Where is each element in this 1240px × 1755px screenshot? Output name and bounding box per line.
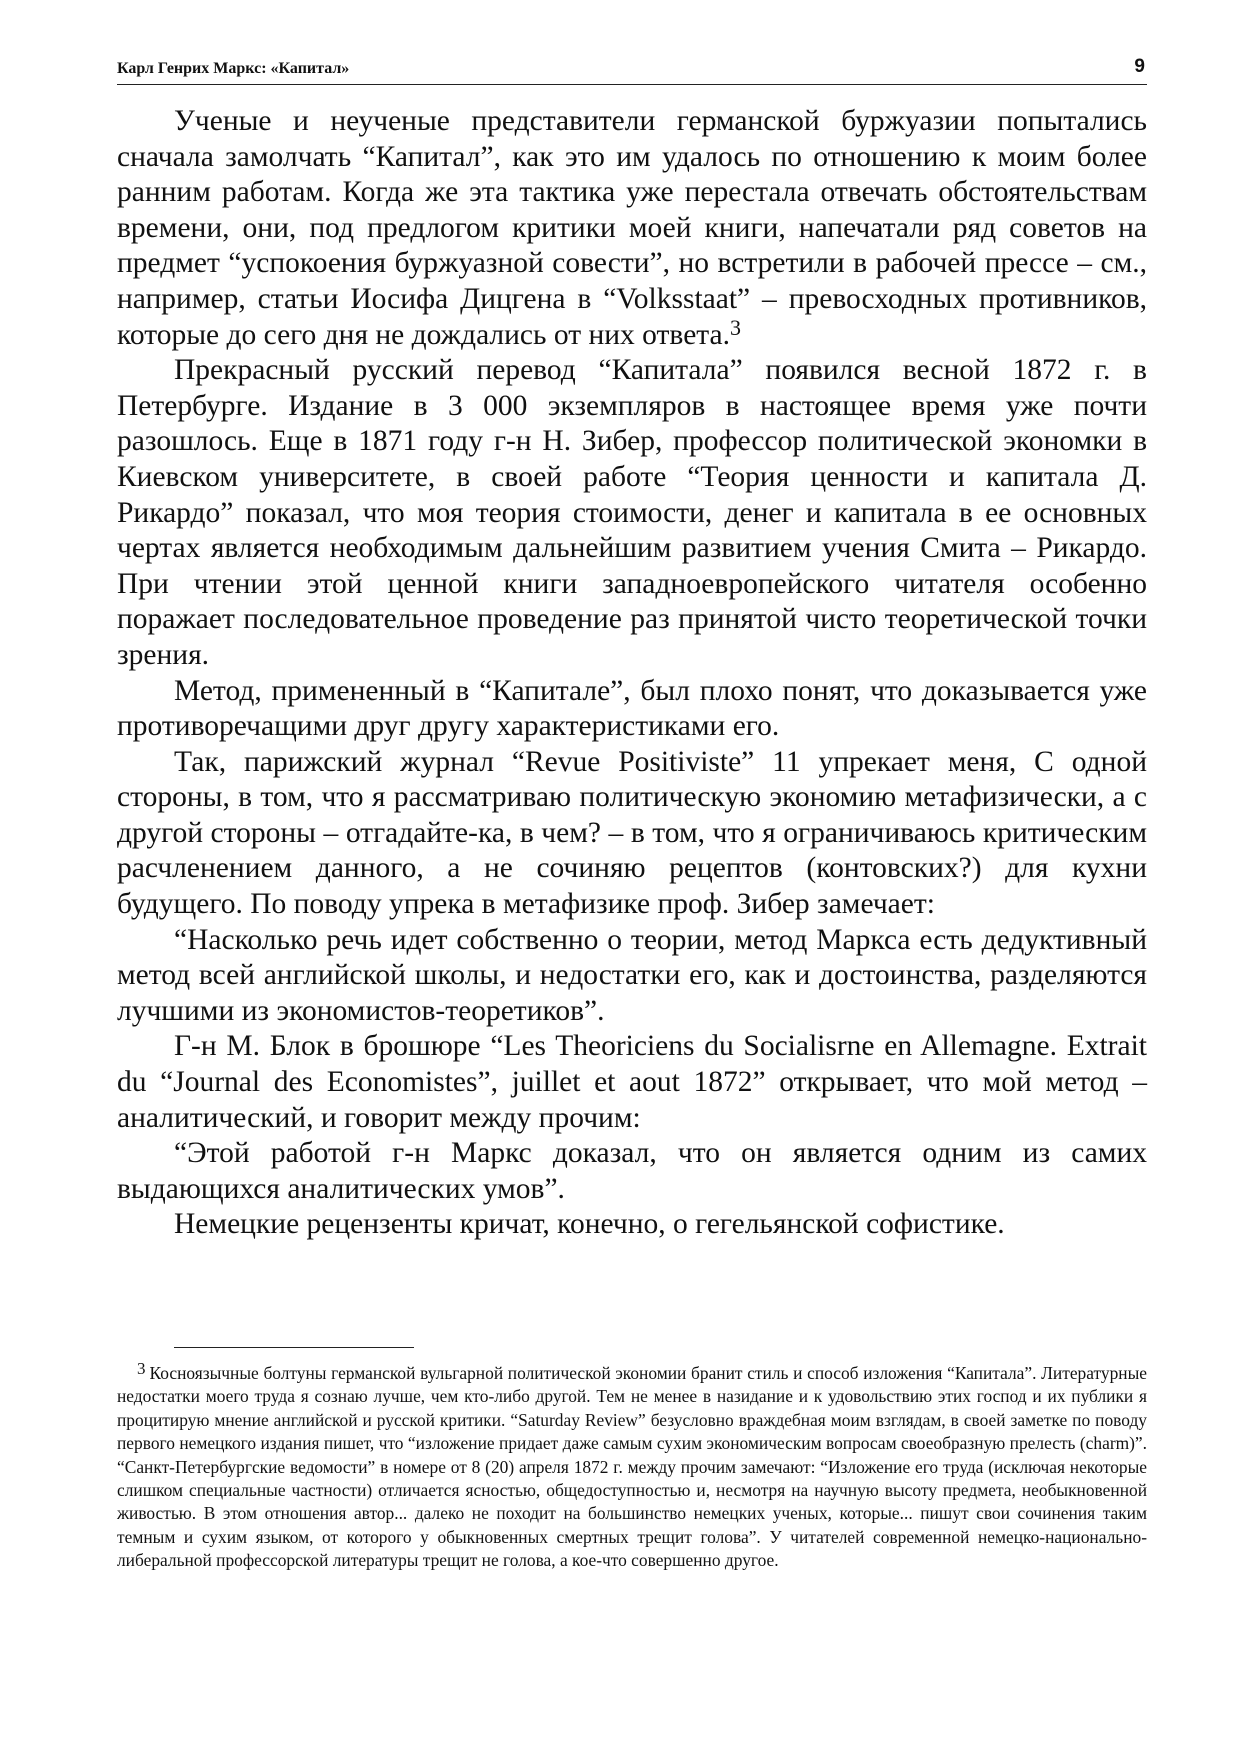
paragraph: Ученые и неученые представители германской буржуазии попытались сначала замолчать “Капитал”, как это им удалось по отношению к моим более ранним работам. Когда же эта тактика уже перестала отвечать обстоятельствам времени, они, под предлогом критики моей книги, напечатали ряд советов на предмет “успокоения буржуазной совести”, но встретили в рабочей прессе – см., например, статьи Иосифа Дицгена в “Volksstaat” – превосходных противников, которые до сего дня не дождались от них ответа.$^3$ (117, 105, 1147, 351)
running-title: Карл Генрих Маркс: «Капитал» (117, 60, 350, 77)
footnote-text: Косноязычные болтуны германской вульгарной политической экономии бранит стиль и способ изложения “Капитала”. Литературные недостатки моего труда я сознаю лучше, чем кто-либо другой. Тем не менее в назидание и к удовольствию этих господ и их публики я процитирую мнение английской и русской критики. “Saturday Review” безусловно враждебная моим взглядам, в своей заметке по поводу первого немецкого издания пишет, что “изложение придает даже самым сухим экономическим вопросам своеобразную прелесть (charm)”. “Санкт-Петербургские ведомости” в номере от 8 (20) апреля 1872 г. между прочим замечают: “Изложение его труда (исключая некоторые слишком специальные частности) отличается ясностью, общедоступностью и, несмотря на научную высоту предмета, необыкновенной живостью. В этом отношения автор... далеко не походит на большинство немецких ученых, которые... пишут свои сочинения таким темным и сухим языком, от которого у обыкновенных смертных трещит голова”. У читателей современной немецко-национально-либеральной профессорской литературы трещит не голова, а кое-что совершенно другое. (117, 1363, 1147, 1571)
page-number: 9 (1134, 56, 1145, 77)
paragraph: Прекрасный русский перевод “Капитала” появился весной 1872 г. в Петербурге. Издание в 3 000 экземпляров в настоящее время уже почти разошлось. Еще в 1871 году г-н Н. Зибер, профессор политической экономки в Киевском университете, в своей работе “Теория ценности и капитала Д. Рикардо” показал, что моя теория стоимости, денег и капитала в ее основных чертах является необходимым дальнейшим развитием учения Смита – Рикардо. При чтении этой ценной книги западноевропейского читателя особенно поражает последовательное проведение раз принятой чисто теоретической точки зрения. (117, 354, 1147, 671)
running-header (117, 56, 1147, 85)
footnote-mark: 3 (137, 1359, 146, 1378)
paragraph: Г-н М. Блок в брошюре “Les Theoriciens du Socialisrne en Allemagne. Extrait du “Journal des Economistes”, juillet et aout 1872” открывает, что мой метод – аналитический, и говорит между прочим: (117, 1030, 1147, 1134)
paragraph: Так, парижский журнал “Revue Positiviste” 11 упрекает меня, С одной стороны, в том, что я рассматриваю политическую экономию метафизически, а с другой стороны – отгадайте-ка, в чем? – в том, что я ограничиваюсь критическим расчленением данного, а не сочиняю рецептов (контовских?) для кухни будущего. По поводу упрека в метафизике проф. Зибер замечает: (117, 745, 1147, 921)
footnote-divider (174, 1347, 414, 1348)
quotation: “Этой работой г-н Маркс доказал, что он является одним из самих выдающихся аналитических умов”. (117, 1137, 1147, 1205)
quotation: “Насколько речь идет собственно о теории, метод Маркса есть дедуктивный метод всей английской школы, и недостатки его, как и достоинства, разделяются лучшими из экономистов-теоретиков”. (117, 923, 1147, 1027)
paragraph: Немецкие рецензенты кричат, конечно, о гегельянской софистике. (174, 1208, 1005, 1241)
footnote-reference[interactable]: 3 (730, 314, 742, 340)
footnote (117, 1359, 1147, 1573)
paragraph: Метод, примененный в “Капитале”, был плохо понят, что доказывается уже противоречащими друг другу характеристиками его. (117, 674, 1147, 743)
main-text (117, 104, 1147, 1243)
